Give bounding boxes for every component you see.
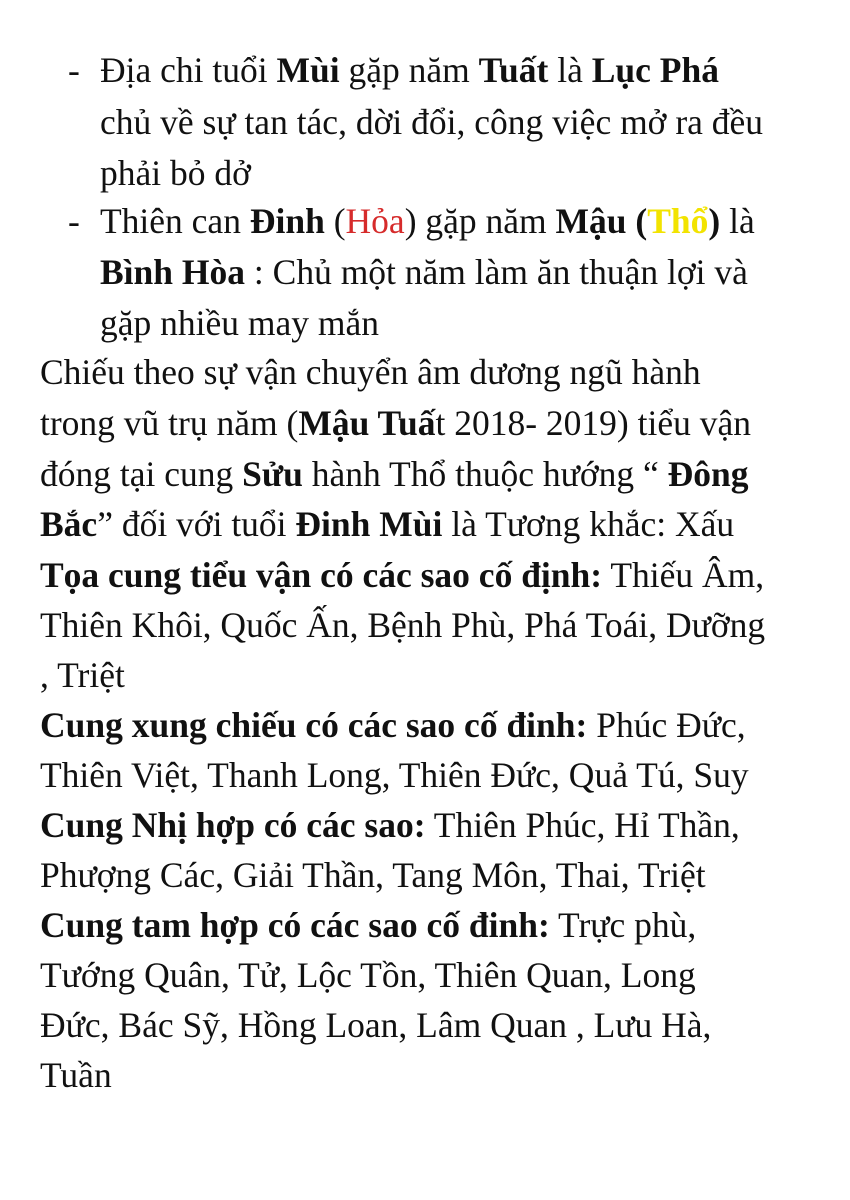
element-tho: Thổ — [647, 201, 709, 241]
element-hoa: Hỏa — [345, 201, 405, 241]
nhi-hop-line-2: Phượng Các, Giải Thần, Tang Môn, Thai, Triệt — [40, 855, 706, 895]
bullet-2-line-1: Thiên can Đinh (Hỏa) gặp năm Mậu (Thổ) là — [100, 201, 755, 241]
tam-hop-line-3: Đức, Bác Sỹ, Hồng Loan, Lâm Quan , Lưu Hà, — [40, 1005, 712, 1045]
section-heading: Cung Nhị hợp có các sao: — [40, 805, 426, 845]
toa-cung-line-2: Thiên Khôi, Quốc Ấn, Bệnh Phù, Phá Toái, Dưỡng — [40, 605, 766, 645]
tam-hop-line-2: Tướng Quân, Tử, Lộc Tồn, Thiên Quan, Long — [40, 955, 696, 995]
tam-hop-line-1: Cung tam hợp có các sao cố đinh: Trực phù, — [40, 905, 697, 945]
nhi-hop-line-1: Cung Nhị hợp có các sao: Thiên Phúc, Hỉ Thần, — [40, 805, 740, 845]
bullet-2-line-3: gặp nhiều may mắn — [100, 303, 379, 343]
para-line-3: đóng tại cung Sửu hành Thổ thuộc hướng “ Đông — [40, 454, 749, 494]
para-line-4: Bắc” đối với tuổi Đinh Mùi là Tương khắc: Xấu — [40, 504, 735, 544]
xung-chieu-line-1: Cung xung chiếu có các sao cố đinh: Phúc Đức, — [40, 705, 746, 745]
bullet-dash: - — [68, 50, 80, 90]
toa-cung-line-1: Tọa cung tiểu vận có các sao cố định: Thiếu Âm, — [40, 555, 765, 595]
section-heading: Cung tam hợp có các sao cố đinh: — [40, 905, 550, 945]
section-heading: Tọa cung tiểu vận có các sao cố định: — [40, 555, 603, 595]
para-line-1: Chiếu theo sự vận chuyển âm dương ngũ hành — [40, 352, 701, 392]
bullet-2-line-2: Bình Hòa : Chủ một năm làm ăn thuận lợi và — [100, 252, 748, 292]
bullet-dash: - — [68, 201, 80, 241]
bullet-1-line-3: phải bỏ dở — [100, 153, 251, 193]
bullet-1-line-2: chủ về sự tan tác, dời đổi, công việc mở ra đều — [100, 102, 764, 142]
tam-hop-line-4: Tuần — [40, 1055, 112, 1095]
bullet-1-line-1: Địa chi tuổi Mùi gặp năm Tuất là Lục Phá — [100, 50, 719, 90]
toa-cung-line-3: , Triệt — [40, 655, 125, 695]
para-line-2: trong vũ trụ năm (Mậu Tuất 2018- 2019) tiểu vận — [40, 403, 751, 443]
section-heading: Cung xung chiếu có các sao cố đinh: — [40, 705, 588, 745]
xung-chieu-line-2: Thiên Việt, Thanh Long, Thiên Đức, Quả Tú, Suy — [40, 755, 749, 795]
